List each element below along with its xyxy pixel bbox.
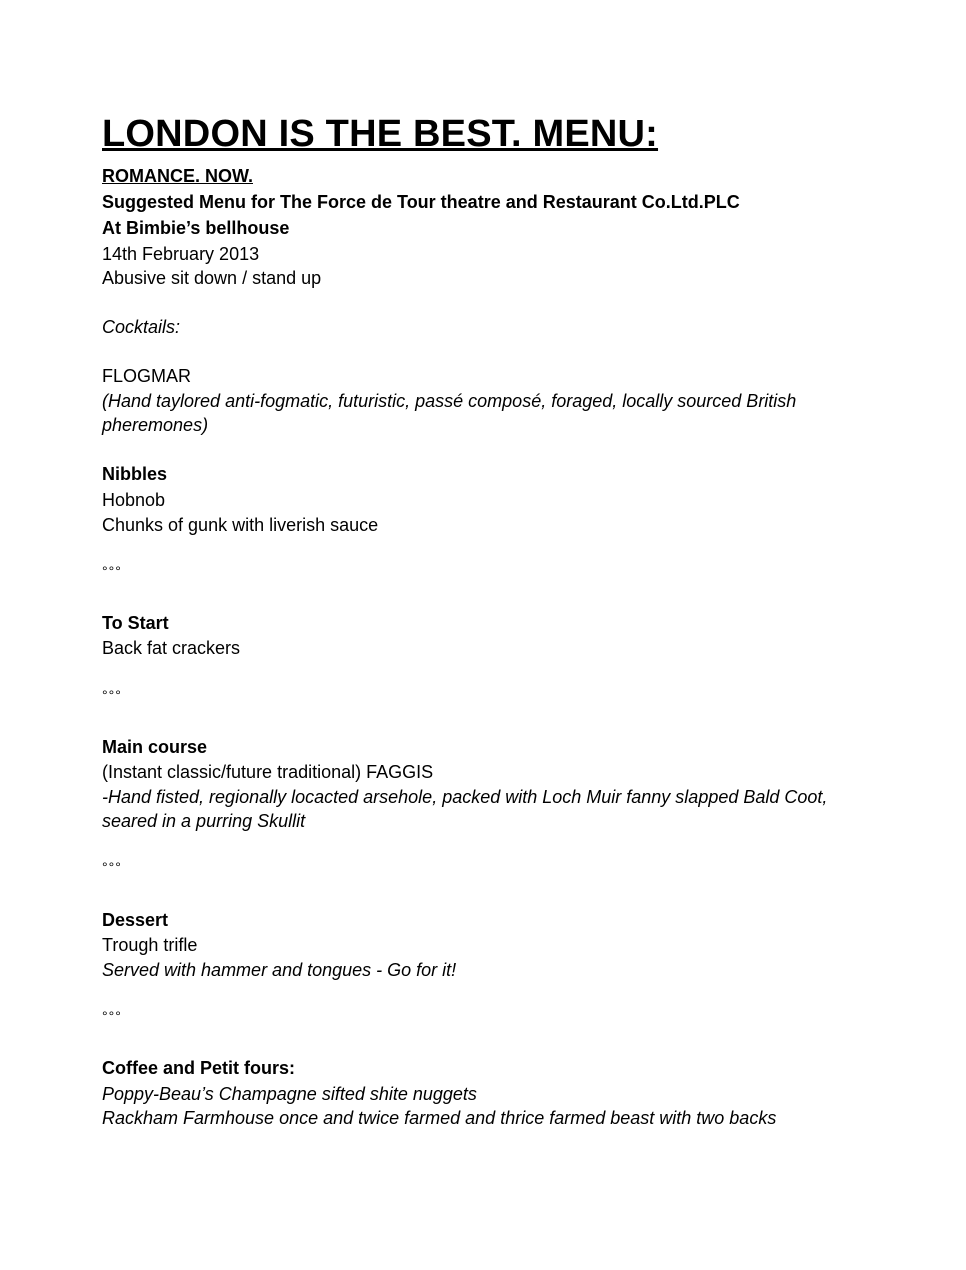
section-separator: °°° <box>102 563 122 579</box>
dessert-item-1: Trough trifle <box>102 935 198 955</box>
service-line: Abusive sit down / stand up <box>102 268 322 288</box>
main-course-description-2: seared in a purring Skullit <box>102 811 306 831</box>
coffee-heading: Coffee and Petit fours: <box>102 1058 296 1078</box>
coffee-item-1: Poppy-Beau’s Champagne sifted shite nuggets <box>102 1084 477 1104</box>
section-separator: °°° <box>102 859 122 875</box>
coffee-item-2: Rackham Farmhouse once and twice farmed and thrice farmed beast with two backs <box>102 1108 777 1128</box>
dessert-description-1: Served with hammer and tongues - Go for it! <box>102 960 457 980</box>
starter-heading: To Start <box>102 613 169 633</box>
section-separator: °°° <box>102 1008 122 1024</box>
cocktail-description-2: pheremones) <box>102 415 209 435</box>
date-line: 14th February 2013 <box>102 244 260 264</box>
starter-item-1: Back fat crackers <box>102 638 241 658</box>
cocktail-name: FLOGMAR <box>102 366 192 386</box>
main-course-item-1: (Instant classic/future traditional) FAGGIS <box>102 762 434 782</box>
main-course-heading: Main course <box>102 737 208 757</box>
cocktail-description-1: (Hand taylored anti-fogmatic, futuristic, passé composé, foraged, locally sourced British <box>102 391 797 411</box>
dessert-heading: Dessert <box>102 910 169 930</box>
menu-subtitle: ROMANCE. NOW. <box>102 166 253 186</box>
nibbles-heading: Nibbles <box>102 464 168 484</box>
page-title: LONDON IS THE BEST. MENU: <box>102 113 659 155</box>
suggested-menu-line: Suggested Menu for The Force de Tour theatre and Restaurant Co.Ltd.PLC <box>102 192 740 212</box>
nibbles-item-2: Chunks of gunk with liverish sauce <box>102 515 379 535</box>
main-course-description-1: -Hand fisted, regionally locacted arsehole, packed with Loch Muir fanny slapped Bald Coot, <box>102 787 828 807</box>
nibbles-item-1: Hobnob <box>102 490 166 510</box>
venue-line: At Bimbie’s bellhouse <box>102 218 290 238</box>
cocktails-label: Cocktails: <box>102 317 181 337</box>
section-separator: °°° <box>102 687 122 703</box>
